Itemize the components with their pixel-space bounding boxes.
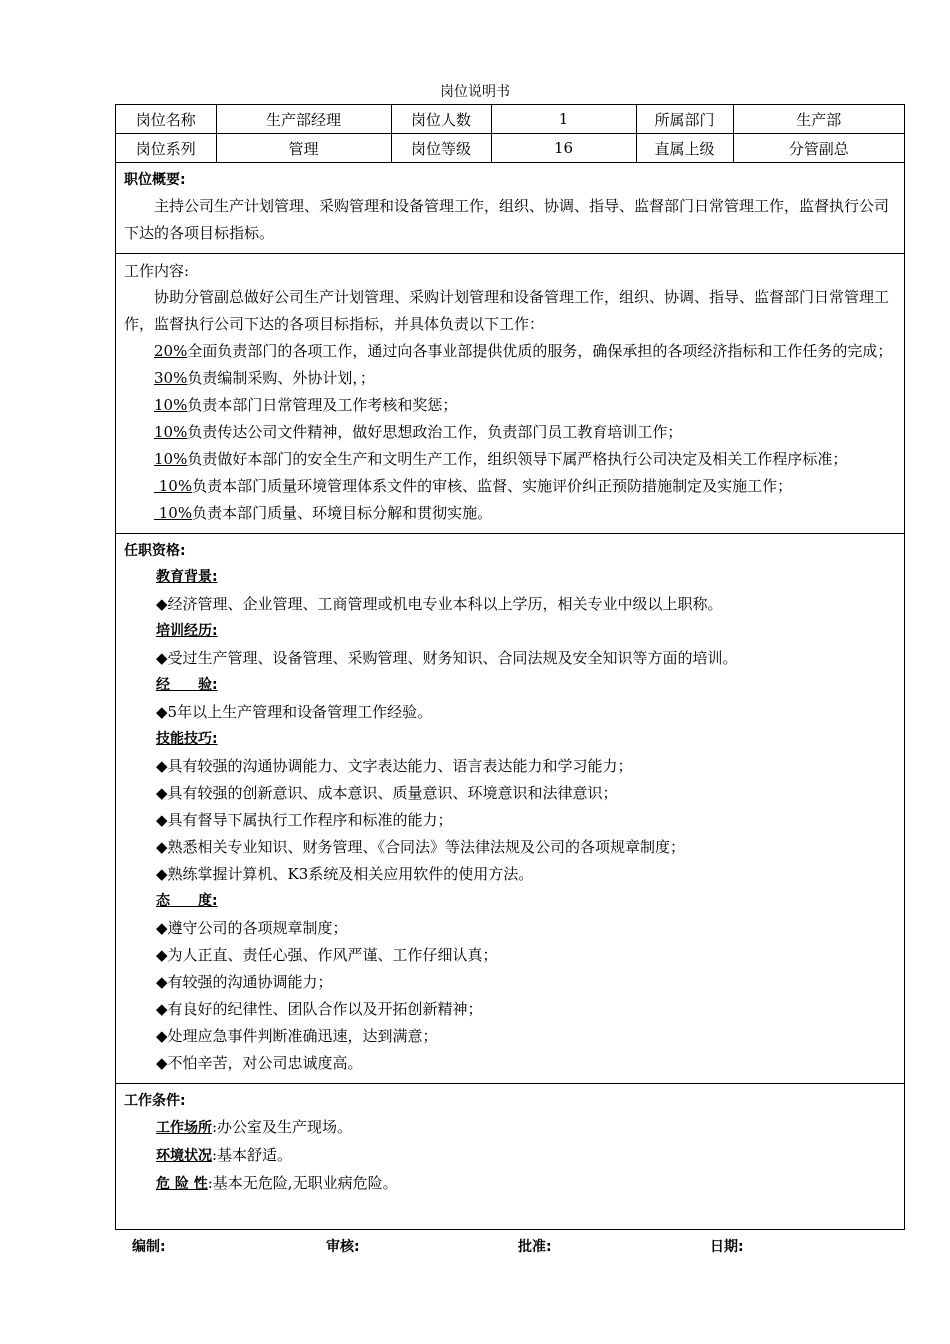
value-headcount: 1 <box>491 105 636 134</box>
skills-item: ◆具有督导下属执行工作程序和标准的能力； <box>156 811 453 829</box>
work-item <box>124 392 896 419</box>
condition-label: 工作场所 <box>156 1120 212 1136</box>
work-item-percent: 10% <box>154 477 193 495</box>
work-item-percent: 10% <box>154 396 188 414</box>
approved-by-label: 批准: <box>518 1239 552 1255</box>
attitude-item: ◆不怕辛苦，对公司忠诚度高。 <box>156 1054 363 1072</box>
condition-row <box>124 1142 896 1170</box>
overview-section <box>116 163 904 254</box>
work-conditions-section <box>116 1084 904 1204</box>
overview-title: 职位概要: <box>124 172 186 188</box>
label-position-name: 岗位名称 <box>116 105 216 134</box>
work-item-text: 负责编制采购、外协计划，； <box>187 369 375 387</box>
work-item-text: 负责本部门质量环境管理体系文件的审核、监督、实施评价纠正预防措施制定及实施工作； <box>192 477 793 495</box>
condition-row <box>124 1170 896 1198</box>
attitude-heading: 态 度: <box>156 893 218 909</box>
condition-value: :基本无危险,无职业病危险。 <box>207 1174 398 1192</box>
work-item-percent: 30% <box>154 369 188 387</box>
work-content-section <box>116 254 904 534</box>
work-item-text: 负责本部门质量、环境目标分解和贯彻实施。 <box>192 504 493 522</box>
work-item-percent: 10% <box>154 423 188 441</box>
experience-item: ◆5年以上生产管理和设备管理工作经验。 <box>156 703 433 721</box>
attitude-item: ◆处理应急事件判断准确迅速，达到满意； <box>156 1027 438 1045</box>
work-item <box>124 500 896 527</box>
date-label: 日期: <box>710 1239 744 1255</box>
work-item <box>124 338 896 365</box>
work-content-intro: 协助分管副总做好公司生产计划管理、采购计划管理和设备管理工作，组织、协调、指导、监督部门日常管理工作，监督执行公司下达的各项目标指标，并具体负责以下工作： <box>124 288 890 333</box>
label-supervisor: 直属上级 <box>636 134 733 163</box>
header-row-2 <box>116 134 904 163</box>
skills-item: ◆熟练掌握计算机、K3系统及相关应用软件的使用方法。 <box>156 865 534 883</box>
training-heading: 培训经历: <box>156 623 218 639</box>
reviewed-by-label: 审核: <box>326 1239 360 1255</box>
work-item-percent: 20% <box>154 342 188 360</box>
value-position-series: 管理 <box>216 134 391 163</box>
skills-item: ◆熟悉相关专业知识、财务管理、《合同法》等法律法规及公司的各项规章制度； <box>156 838 686 856</box>
value-position-level: 16 <box>491 134 636 163</box>
condition-value: :基本舒适。 <box>212 1146 293 1164</box>
work-item-text: 负责传达公司文件精神，做好思想政治工作，负责部门员工教育培训工作； <box>187 423 683 441</box>
education-heading: 教育背景: <box>156 569 218 585</box>
signature-footer <box>0 1234 950 1258</box>
qualification-title: 任职资格: <box>124 543 186 559</box>
skills-item: ◆具有较强的沟通协调能力、文字表达能力、语言表达能力和学习能力； <box>156 757 633 775</box>
condition-row <box>124 1114 896 1142</box>
attitude-item: ◆遵守公司的各项规章制度； <box>156 919 348 937</box>
qualification-section <box>116 534 904 1084</box>
label-department: 所属部门 <box>636 105 733 134</box>
header-table <box>116 105 904 163</box>
work-content-title: 工作内容: <box>124 262 190 280</box>
label-position-level: 岗位等级 <box>391 134 491 163</box>
skills-item: ◆具有较强的创新意识、成本意识、质量意识、环境意识和法律意识； <box>156 784 618 802</box>
work-item-text: 负责本部门日常管理及工作考核和奖惩； <box>187 396 458 414</box>
work-item <box>124 473 896 500</box>
work-item-text: 负责做好本部门的安全生产和文明生产工作，组织领导下属严格执行公司决定及相关工作程序标准； <box>187 450 848 468</box>
attitude-item: ◆有良好的纪律性、团队合作以及开拓创新精神； <box>156 1000 483 1018</box>
overview-text: 主持公司生产计划管理、采购管理和设备管理工作，组织、协调、指导、监督部门日常管理工作，监督执行公司下达的各项目标指标。 <box>124 197 890 242</box>
education-item: ◆经济管理、企业管理、工商管理或机电专业本科以上学历，相关专业中级以上职称。 <box>156 595 723 613</box>
job-description-form <box>115 104 905 1230</box>
value-department: 生产部 <box>733 105 904 134</box>
value-supervisor: 分管副总 <box>733 134 904 163</box>
value-position-name: 生产部经理 <box>216 105 391 134</box>
work-item-percent: 10% <box>154 504 193 522</box>
header-row-1 <box>116 105 904 134</box>
work-item <box>124 365 896 392</box>
attitude-item: ◆有较强的沟通协调能力； <box>156 973 333 991</box>
work-conditions-title: 工作条件: <box>124 1093 186 1109</box>
skills-heading: 技能技巧: <box>156 731 218 747</box>
work-item-percent: 10% <box>154 450 188 468</box>
label-headcount: 岗位人数 <box>391 105 491 134</box>
condition-label: 危 险 性 <box>156 1176 208 1192</box>
prepared-by-label: 编制: <box>132 1239 166 1255</box>
condition-label: 环境状况 <box>156 1148 212 1164</box>
label-position-series: 岗位系列 <box>116 134 216 163</box>
work-item <box>124 419 896 446</box>
work-item <box>124 446 896 473</box>
page-title: 岗位说明书 <box>440 84 510 100</box>
work-item-text: 全面负责部门的各项工作，通过向各事业部提供优质的服务，确保承担的各项经济指标和工作任务的完成； <box>187 342 893 360</box>
experience-heading: 经 验: <box>156 677 218 693</box>
attitude-item: ◆为人正直、责任心强、作风严谨、工作仔细认真； <box>156 946 498 964</box>
condition-value: :办公室及生产现场。 <box>212 1118 353 1136</box>
training-item: ◆受过生产管理、设备管理、采购管理、财务知识、合同法规及安全知识等方面的培训。 <box>156 649 738 667</box>
